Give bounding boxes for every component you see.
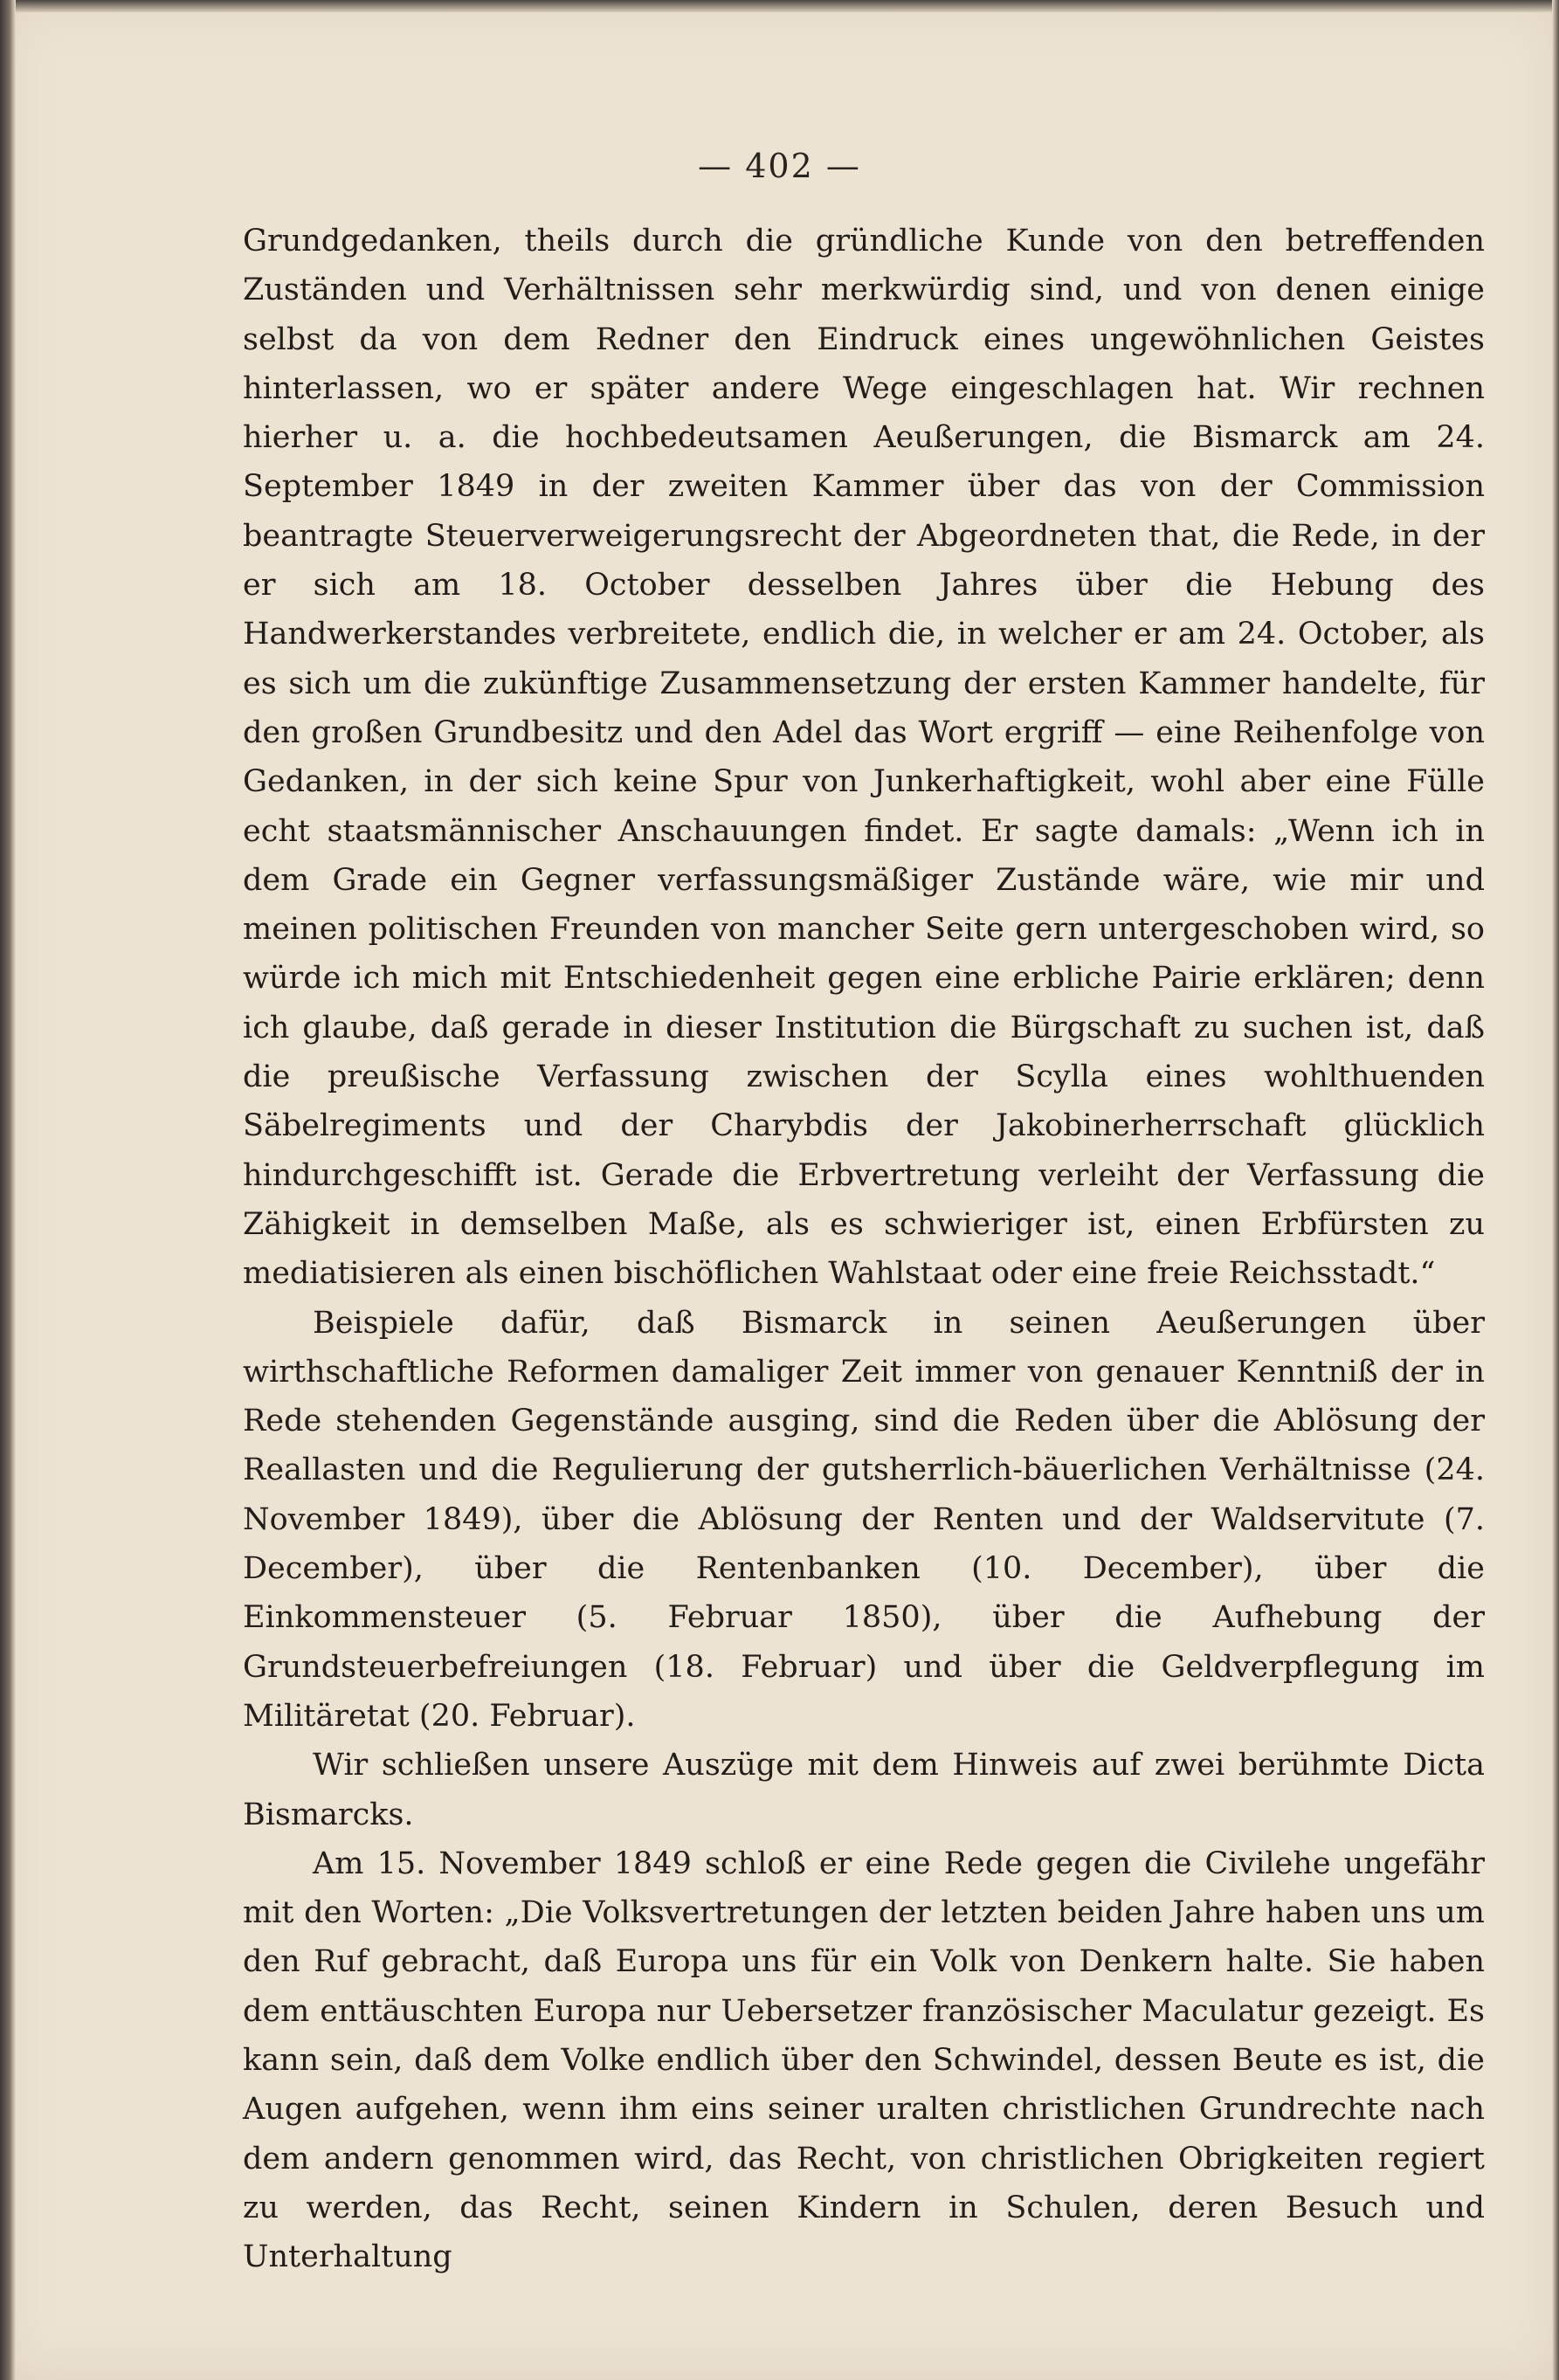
paragraph-2: Beispiele dafür, daß Bismarck in seinen Aeußerungen über wirthschaftliche Reformen damaliger Zeit immer von genauer Kenntniß der in Rede stehenden Gegenstände ausging, sind die Reden über die Ablösung der Reallasten und die Regulierung der gutsherrlich-bäuerlichen Verhältnisse (24. November 1849), über die Ablösung der Renten und der Waldservitute (7. December), über die Rentenbanken (10. December), über die Einkommensteuer (5. Februar 1850), über die Aufhebung der Grundsteuerbefreiungen (18. Februar) und über die Geldverpflegung im Militäretat (20. Februar). bbox=[243, 1305, 1485, 1734]
page-binding-edge bbox=[0, 0, 16, 2380]
page-right-edge bbox=[1552, 0, 1559, 2380]
paragraph-4: Am 15. November 1849 schloß er eine Rede gegen die Civilehe ungefähr mit den Worten: „Die Volksvertretungen der letzten beiden Jahre haben uns um den Ruf gebracht, daß Europa uns für ein Volk von Denkern halte. Sie haben dem enttäuschten Europa nur Uebersetzer französischer Maculatur gezeigt. Es kann sein, daß dem Volke endlich über den Schwindel, dessen Beute es ist, die Augen aufgehen, wenn ihm eins seiner uralten christlichen Grundrechte nach dem andern genommen wird, das Recht, von christlichen Obrigkeiten regiert zu werden, das Recht, seinen Kindern in Schulen, deren Besuch und Unterhaltung bbox=[243, 1845, 1485, 2275]
paragraph-3: Wir schließen unsere Auszüge mit dem Hinweis auf zwei berühmte Dicta Bismarcks. bbox=[243, 1748, 1485, 1832]
page-number: — 402 — bbox=[698, 147, 861, 185]
paragraph-1: Grundgedanken, theils durch die gründliche Kunde von den betreffenden Zuständen und Verhältnissen sehr merkwürdig sind, und von denen einige selbst da von dem Redner den Eindruck eines ungewöhnlichen Geistes hinterlassen, wo er später andere Wege eingeschlagen hat. Wir rechnen hierher u. a. die hochbedeutsamen Aeußerungen, die Bismarck am 24. September 1849 in der zweiten Kammer über das von der Commission beantragte Steuerverweigerungsrecht der Abgeordneten that, die Rede, in der er sich am 18. October desselben Jahres über die Hebung des Handwerkerstandes verbreitete, endlich die, in welcher er am 24. October, als es sich um die zukünftige Zusammensetzung der ersten Kammer handelte, für den großen Grundbesitz und den Adel das Wort ergriff — eine Reihenfolge von Gedanken, in der sich keine Spur von Junkerhaftigkeit, wohl aber eine Fülle echt staatsmännischer Anschauungen findet. Er sagte damals: „Wenn ich in dem Grade ein Gegner verfassungsmäßiger Zustände wäre, wie mir und meinen politischen Freunden von mancher Seite gern untergeschoben wird, so würde ich mich mit Entschiedenheit gegen eine erbliche Pairie erklären; denn ich glaube, daß gerade in dieser Institution die Bürgschaft zu suchen ist, daß die preußische Verfassung zwischen der Scylla eines wohlthuenden Säbelregiments und der Charybdis der Jakobinerherrschaft glücklich hindurchgeschifft ist. Gerade die Erbvertretung verleiht der Verfassung die Zähigkeit in demselben Maße, als es schwieriger ist, einen Erbfürsten zu mediatisieren als einen bischöflichen Wahlstaat oder eine freie Reichsstadt.“ bbox=[243, 224, 1485, 1292]
body-text bbox=[243, 217, 1485, 2281]
page-top-edge bbox=[0, 0, 1559, 12]
